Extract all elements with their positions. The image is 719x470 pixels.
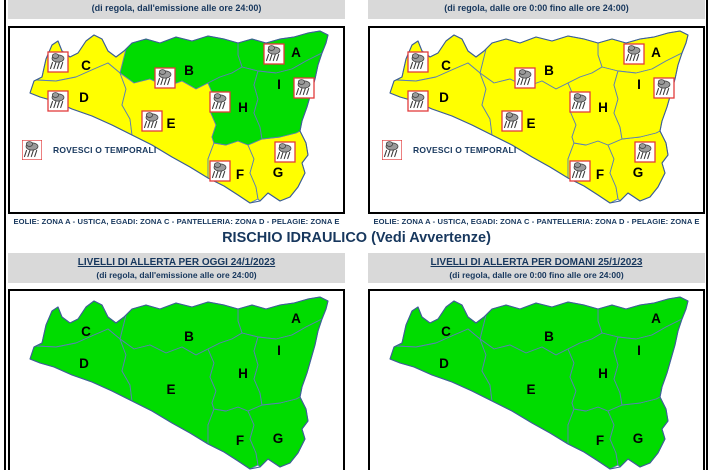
- zone-G-label: G: [272, 431, 284, 446]
- zone-E-label: E: [166, 116, 176, 131]
- storm-icon-zone-I: [654, 78, 674, 98]
- hydraulic-risk-section-title: RISCHIO IDRAULICO (Vedi Avvertenze): [222, 230, 491, 246]
- validity-note: (di regola, dall'emissione alle ore 24:00): [96, 270, 257, 280]
- zone-A-label: A: [291, 311, 301, 326]
- map-panel-header: [368, 0, 705, 19]
- sicily-map-box: [368, 289, 705, 470]
- validity-note: (di regola, dalle ore 0:00 fino alle ore 24:00): [449, 270, 624, 280]
- sicily-map-box: [8, 289, 345, 470]
- zone-A-label: A: [291, 45, 301, 60]
- storm-map-panel-today: [8, 0, 345, 230]
- zone-H-region: [568, 333, 622, 411]
- map-legend: [22, 140, 156, 160]
- islands-zone-caption: EOLIE: ZONA A - USTICA, EGADI: ZONA C - PANTELLERIA: ZONA D - PELAGIE: ZONA E: [13, 217, 340, 226]
- storm-icon-zone-B: [155, 68, 175, 88]
- sicily-map-svg: [10, 28, 343, 212]
- zone-E-label: E: [166, 382, 176, 397]
- storm-icon-zone-F: [570, 161, 590, 181]
- storm-icon-zone-E: [142, 111, 162, 131]
- zone-B-label: B: [184, 329, 194, 344]
- storm-icon-zone-D: [408, 91, 428, 111]
- storm-icon-glyph: [382, 140, 402, 160]
- storm-icon-zone-H: [570, 92, 590, 112]
- zone-I-label: I: [637, 343, 641, 358]
- zone-B-label: B: [184, 63, 194, 78]
- page-right-border: [706, 0, 708, 470]
- storm-icon-zone-C: [408, 52, 428, 72]
- storm-icon-zone-H: [210, 92, 230, 112]
- storm-icon-zone-G: [635, 142, 655, 162]
- zone-B-label: B: [544, 63, 554, 78]
- zone-C-label: C: [81, 324, 91, 339]
- zone-A-label: A: [651, 45, 661, 60]
- page-left-border: [4, 0, 6, 470]
- legend-label: ROVESCI O TEMPORALI: [53, 145, 157, 155]
- zone-F-label: F: [595, 167, 605, 182]
- validity-note: (di regola, dall'emissione alle ore 24:00): [91, 3, 262, 13]
- sicily-alert-map: [10, 28, 343, 212]
- zone-F-label: F: [595, 433, 605, 448]
- sicily-map-box: [8, 26, 345, 214]
- zone-G-label: G: [632, 165, 644, 180]
- sicily-alert-map: [10, 291, 343, 470]
- storm-icon-zone-G: [275, 142, 295, 162]
- alert-levels-title: LIVELLI DI ALLERTA PER OGGI 24/1/2023: [77, 257, 276, 268]
- map-legend: [382, 140, 516, 160]
- storm-icon-zone-C: [48, 52, 68, 72]
- zone-D-label: D: [439, 90, 449, 105]
- islands-zone-caption: EOLIE: ZONA A - USTICA, EGADI: ZONA C - PANTELLERIA: ZONA D - PELAGIE: ZONA E: [373, 217, 700, 226]
- hydraulic-map-panel-tomorrow: [368, 253, 705, 470]
- zone-E-label: E: [526, 382, 536, 397]
- zone-D-label: D: [439, 356, 449, 371]
- zone-I-label: I: [277, 77, 281, 92]
- sicily-alert-map: [370, 28, 703, 212]
- sicily-map-svg: [370, 28, 703, 212]
- storm-icon: [22, 140, 42, 160]
- zone-I-label: I: [637, 77, 641, 92]
- map-panel-header: [368, 253, 705, 283]
- zone-I-label: I: [277, 343, 281, 358]
- zone-H-label: H: [238, 366, 248, 381]
- zone-E-label: E: [526, 116, 536, 131]
- zone-G-label: G: [272, 165, 284, 180]
- zone-H-region: [208, 333, 262, 411]
- zone-D-label: D: [79, 90, 89, 105]
- zone-F-label: F: [235, 433, 245, 448]
- zone-F-label: F: [235, 167, 245, 182]
- zone-D-label: D: [79, 356, 89, 371]
- storm-icon-zone-A: [624, 44, 644, 64]
- storm-icon-glyph: [22, 140, 42, 160]
- storm-icon: [382, 140, 402, 160]
- validity-note: (di regola, dalle ore 0:00 fino alle ore 24:00): [444, 3, 629, 13]
- map-panel-header: [8, 0, 345, 19]
- alert-levels-title: LIVELLI DI ALLERTA PER DOMANI 25/1/2023: [430, 257, 643, 268]
- storm-icon-zone-A: [264, 44, 284, 64]
- zone-H-label: H: [598, 100, 608, 115]
- sicily-alert-map: [370, 291, 703, 470]
- zone-G-label: G: [632, 431, 644, 446]
- storm-icon-zone-B: [515, 68, 535, 88]
- zone-H-label: H: [598, 366, 608, 381]
- storm-icon-zone-I: [294, 78, 314, 98]
- legend-label: ROVESCI O TEMPORALI: [413, 145, 517, 155]
- storm-icon: [382, 140, 402, 160]
- hydraulic-map-panel-today: [8, 253, 345, 470]
- storm-icon-zone-E: [502, 111, 522, 131]
- sicily-map-box: [368, 26, 705, 214]
- sicily-map-svg: [10, 291, 343, 470]
- sicily-map-svg: [370, 291, 703, 470]
- zone-B-label: B: [544, 329, 554, 344]
- storm-icon-zone-F: [210, 161, 230, 181]
- storm-map-panel-tomorrow: [368, 0, 705, 230]
- zone-C-label: C: [441, 324, 451, 339]
- storm-icon-zone-D: [48, 91, 68, 111]
- map-panel-header: [8, 253, 345, 283]
- storm-icon: [22, 140, 42, 160]
- zone-C-label: C: [441, 58, 451, 73]
- zone-A-label: A: [651, 311, 661, 326]
- zone-H-label: H: [238, 100, 248, 115]
- zone-C-label: C: [81, 58, 91, 73]
